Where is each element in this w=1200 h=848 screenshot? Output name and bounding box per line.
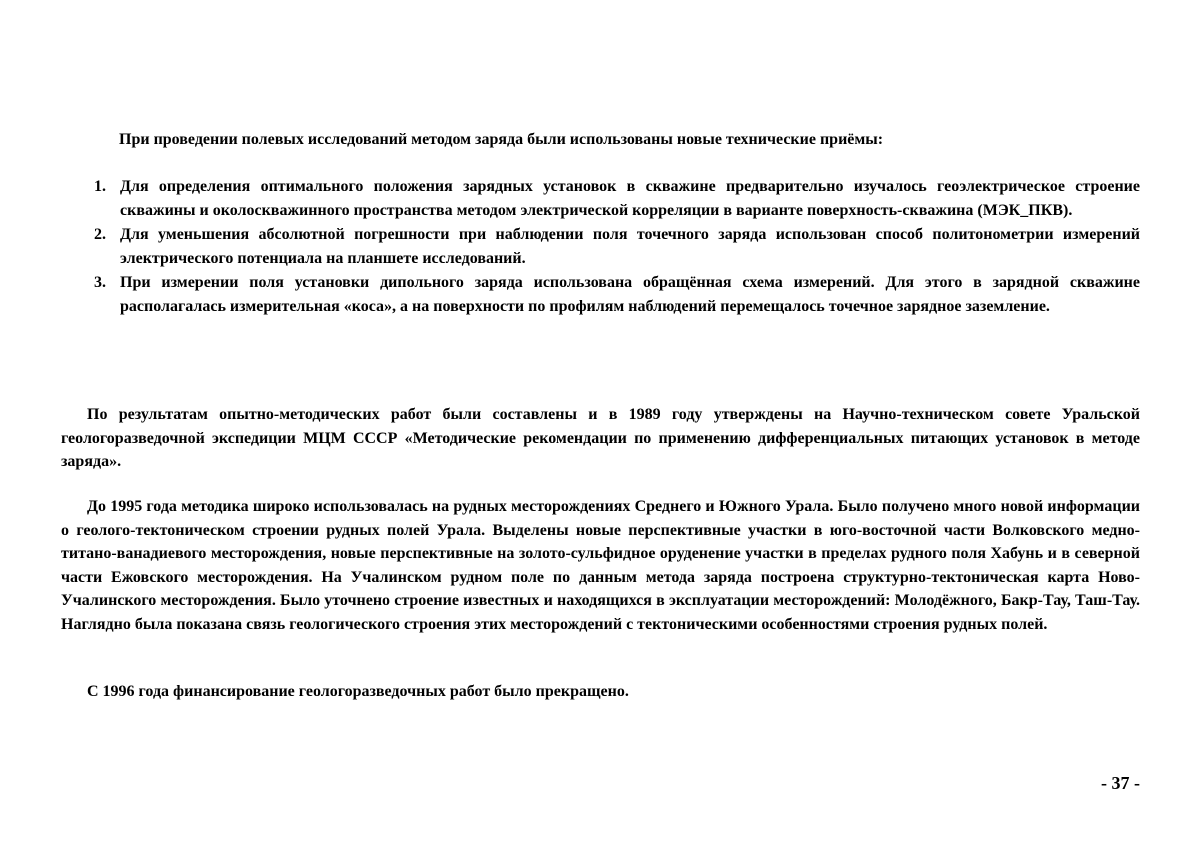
list-item-text: При измерении поля установки дипольного заряда использована обращённая схема измерений. Для этого в зарядной скважине располагалась измерительная «коса», а на поверхности по профилям наблюдений перемещалось точечное зарядное заземление.: [120, 274, 1140, 315]
numbered-list: [94, 175, 1140, 319]
list-item: [94, 223, 1140, 271]
list-item-text: Для определения оптимального положения зарядных установок в скважине предварительно изучалось геоэлектрическое строение скважины и околоскважинного пространства методом электрической корреляции в варианте поверхность-скважина (МЭК_ПКВ).: [120, 178, 1140, 219]
list-item-number: 3.: [94, 274, 106, 291]
paragraph: С 1996 года финансирование геологоразведочных работ было прекращено.: [87, 683, 629, 700]
paragraph: По результатам опытно-методических работ были составлены и в 1989 году утверждены на Научно-техническом совете Уральской геологоразведочной экспедиции МЦМ СССР «Методические рекомендации по применению дифференциальных питающих установок в методе заряда».: [61, 406, 1140, 471]
list-item-number: 1.: [94, 178, 106, 195]
list-item-text: Для уменьшения абсолютной погрешности при наблюдении поля точечного заряда использован способ политонометрии измерений электрического потенциала на планшете исследований.: [120, 226, 1140, 267]
list-item-number: 2.: [94, 226, 106, 243]
intro-text: При проведении полевых исследований методом заряда были использованы новые технические приёмы:: [119, 131, 884, 148]
list-item: [94, 271, 1140, 319]
paragraph: До 1995 года методика широко использовалась на рудных месторождениях Среднего и Южного Урала. Было получено много новой информации о геолого-тектоническом строении рудных полей Урала. Выделены новые перспективные участки в юго-восточной части Волковского медно-титано-ванадиевого месторождения, новые перспективные на золото-сульфидное оруденение участки в пределах рудного поля Хабунь и в северной части Ежовского месторождения. На Учалинском рудном поле по данным метода заряда построена структурно-тектоническая карта Ново-Учалинского месторождения. Было уточнено строение известных и находящихся в эксплуатации месторождений: Молодёжного, Бакр-Тау, Таш-Тау. Наглядно была показана связь геологического строения этих месторождений с тектоническими особенностями строения рудных полей.: [61, 498, 1140, 633]
list-item: [94, 175, 1140, 223]
page-number: - 37 -: [1101, 773, 1140, 793]
